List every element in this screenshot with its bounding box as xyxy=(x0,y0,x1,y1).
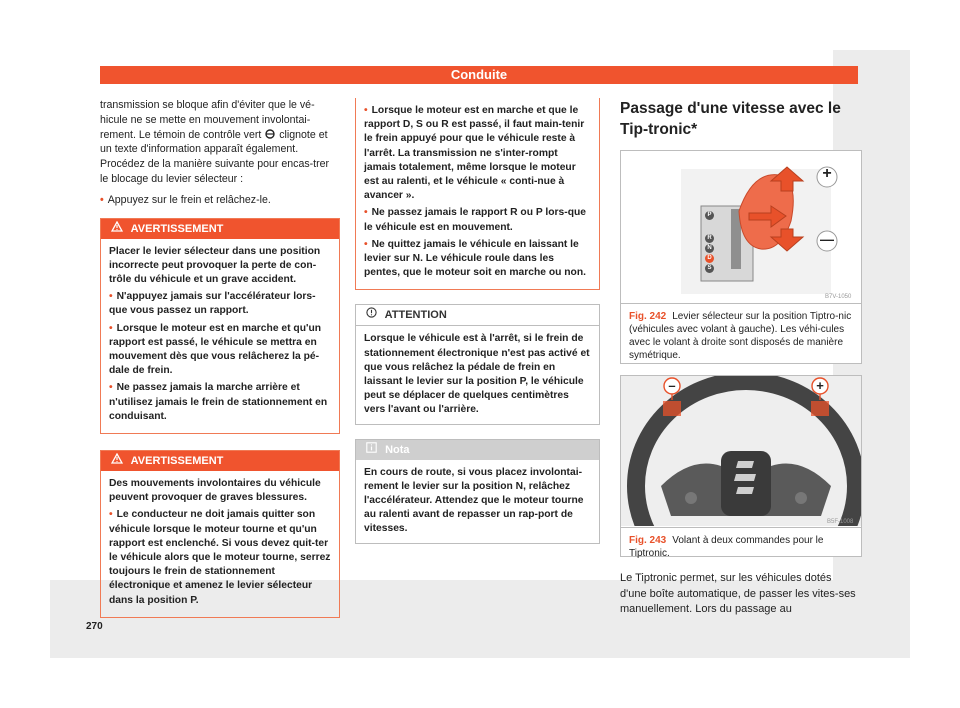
tiptronic-paragraph: Le Tiptronic permet, sur les véhicules dotés d'une boîte automatique, de passer les vites-ses manuellement. Lors du passage au xyxy=(620,572,856,615)
gear-label: N xyxy=(705,244,714,253)
attention-title: ATTENTION xyxy=(384,309,447,322)
warning-item: • Ne passez jamais le rapport R ou P lors-que le véhicule est en mouvement. xyxy=(364,206,591,234)
section-title: Passage d'une vitesse avec le Tip-tronic* xyxy=(620,100,841,138)
gear-label: P xyxy=(705,211,714,220)
figure-caption-text: Volant à deux commandes pour le Tiptronic. xyxy=(629,535,824,559)
column-3 xyxy=(620,98,860,140)
column-2 xyxy=(355,98,600,544)
warning-lead-2: Des mouvements involontaires du véhicule peuvent provoquer de graves blessures. xyxy=(109,478,321,504)
warning-body-2 xyxy=(101,471,339,617)
gear-label: D xyxy=(705,254,714,263)
figure-243 xyxy=(620,375,862,557)
steering-wheel-illustration xyxy=(621,376,861,526)
info-icon xyxy=(366,442,377,453)
warning-box-2 xyxy=(100,450,340,618)
figure-number: Fig. 242 xyxy=(629,311,667,322)
note-title: Nota xyxy=(385,443,410,456)
indicator-icon xyxy=(264,129,276,139)
warning-item: • Ne passez jamais la marche arrière et n'utilisez jamais le frein de stationnement en conduisant. xyxy=(109,381,331,424)
note-body: En cours de route, si vous placez involontai-rement le levier sur la position N, relâchez l'accélérateur. Attendez que le moteur tourne au ralenti avant de repasser un rap-port de vitesses. xyxy=(364,466,584,535)
warning-icon xyxy=(111,453,123,464)
attention-body: Lorsque le véhicule est à l'arrêt, si le frein de stationnement électronique n'est pas activé et que vous relâchez la pédale de frein en laissant le levier sur la position P, le véhicule peut se déplacer de quelques centimètres vers l'avant ou l'arrière. xyxy=(364,333,590,416)
warning-item: • Lorsque le moteur est en marche et que le rapport D, S ou R est passé, il faut main-tenir le frein appuyé pour que le véhicule reste à l'arrêt. La transmission ne s'inter-rompt jamais totalement, même lorsque le moteur est au ralenti, et le véhicule « conti-nue à avancer ». xyxy=(364,104,591,203)
warning-icon xyxy=(111,221,123,232)
warning-item: • Lorsque le moteur est en marche et qu'un rapport est passé, le véhicule se mettra en mouvement dès que vous relâcherez la pé-dale de frein. xyxy=(109,322,331,379)
paddle-plus-label: + xyxy=(816,378,824,393)
warning-header-2 xyxy=(101,451,339,471)
intro-paragraph xyxy=(100,98,340,187)
warning-body-1 xyxy=(101,239,339,433)
attention-icon xyxy=(366,307,377,318)
figure-number: Fig. 243 xyxy=(629,535,667,546)
page-number: 270 xyxy=(86,621,103,632)
warning-body-continued xyxy=(356,98,599,289)
figure-242 xyxy=(620,150,862,364)
warning-box-continued xyxy=(355,98,600,290)
warning-lead-1: Placer le levier sélecteur dans une position incorrecte peut provoquer la perte de con-trôle du véhicule et un grave accident. xyxy=(109,245,321,285)
page-header: Conduite xyxy=(100,66,858,84)
figure-code: B5F-1008 xyxy=(827,519,854,525)
figure-caption xyxy=(621,527,861,568)
step-item: • Appuyez sur le frein et relâchez-le. xyxy=(100,193,340,208)
column-1 xyxy=(100,98,340,630)
note-header xyxy=(356,440,599,460)
figure-caption xyxy=(621,303,861,370)
warning-item: • Ne quittez jamais le véhicule en laissant le levier sur N. Le véhicule roule dans les pentes, que le moteur soit en marche ou non. xyxy=(364,238,591,281)
gear-labels xyxy=(705,211,714,273)
warning-title-1: AVERTISSEMENT xyxy=(130,222,224,235)
gear-label: S xyxy=(705,264,714,273)
warning-box-1 xyxy=(100,218,340,434)
warning-title-2: AVERTISSEMENT xyxy=(130,455,224,468)
figure-code: B7V-1050 xyxy=(825,294,852,300)
warning-item: • Le conducteur ne doit jamais quitter son véhicule lorsque le moteur tourne et qu'un rapport est enclenché. Si vous devez quit-ter le véhicule alors que le moteur tourne, serrez toujours le frein de stationnement électronique et amenez le levier sélecteur dans la position P. xyxy=(109,508,331,607)
gear-label: R xyxy=(705,234,714,243)
minus-symbol: — xyxy=(820,231,834,247)
figure-caption-text: Levier sélecteur sur la position Tiptro-nic (véhicules avec volant à gauche). Les véhi-cules avec le volant à droite sont disposés de manière symétrique. xyxy=(629,311,852,361)
intro-text-continued: clignote et un texte d'information apparaît également. Procédez de la manière suivante pour encas-trer le blocage du levier sélecteur : xyxy=(100,128,330,185)
attention-header xyxy=(356,305,599,326)
plus-symbol: + xyxy=(822,165,832,182)
intro-text: transmission se bloque afin d'éviter que le vé-hicule ne se mette en mouvement involontai-rement. Le témoin de contrôle vert xyxy=(100,99,315,141)
warning-header-1 xyxy=(101,219,339,239)
attention-box xyxy=(355,304,600,424)
warning-item: • N'appuyez jamais sur l'accélérateur lors-que vous passez un rapport. xyxy=(109,290,331,318)
note-box xyxy=(355,439,600,544)
paddle-minus-label: – xyxy=(668,378,676,393)
